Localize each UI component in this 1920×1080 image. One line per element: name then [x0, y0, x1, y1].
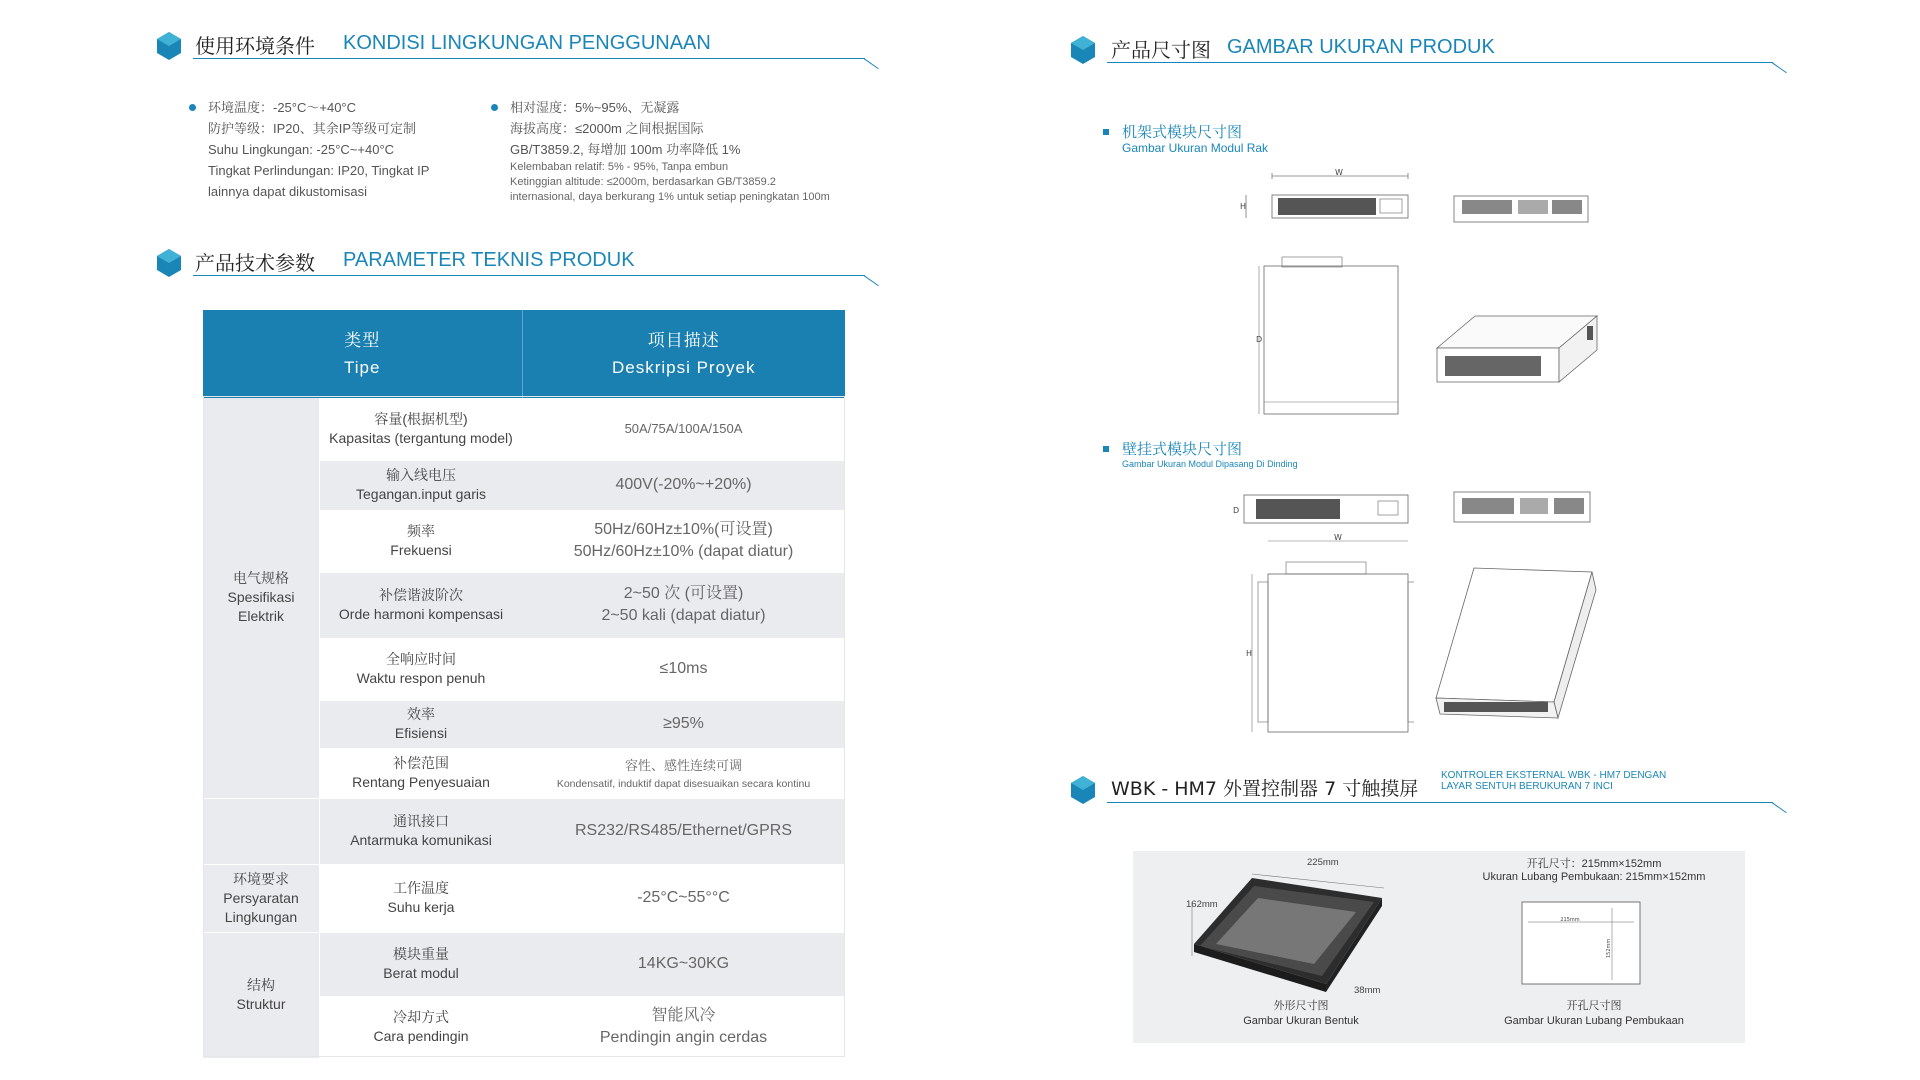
env-line: 海拔高度：≤2000m 之间根据国际 [510, 121, 704, 136]
desc-value-id: Pendingin angin cerdas [599, 1029, 768, 1046]
wall-title-cn: 壁挂式模块尺寸图 [1122, 440, 1243, 458]
env-line-small: internasional, daya berkurang 1% untuk setiap peningkatan 100m [510, 191, 830, 203]
header-desc [522, 310, 845, 398]
group-cell [203, 398, 320, 798]
desc-cell [522, 398, 845, 460]
wall-rear-drawing [1452, 490, 1594, 526]
dim-height-label: 162mm [1186, 899, 1218, 910]
item-id: Waktu respon penuh [356, 670, 486, 686]
item-id: Frekuensi [390, 542, 452, 558]
rack-3d-drawing [1431, 308, 1601, 390]
wall-main-drawing [1244, 532, 1414, 742]
item-cell [320, 932, 523, 996]
section-title-id: PARAMETER TEKNIS PRODUK [343, 249, 635, 271]
desc-cell [522, 798, 845, 864]
desc-cell [522, 864, 845, 932]
group-cell [203, 932, 320, 1058]
section-title-id-line: KONTROLER EKSTERNAL WBK - HM7 DENGAN [1441, 770, 1667, 781]
divider-tail [863, 275, 878, 286]
dim-label-d: D [1233, 506, 1240, 515]
item-cell [320, 510, 523, 572]
item-cell [320, 798, 523, 864]
group-cn: 电气规格 [233, 570, 289, 587]
env-line: Tingkat Perlindungan: IP20, Tingkat IP [208, 163, 430, 178]
hexagon-icon [1071, 776, 1095, 804]
item-id: Tegangan.input garis [356, 486, 486, 502]
item-cn: 工作温度 [393, 880, 449, 896]
cutout-w-label: 215mm [1560, 917, 1580, 923]
caption-left-id: Gambar Ukuran Bentuk [1243, 1015, 1359, 1027]
item-cn: 冷却方式 [393, 1009, 449, 1025]
section-title-cn: 使用环境条件 [195, 34, 315, 58]
hexagon-icon [157, 32, 181, 60]
section-header-params [157, 243, 885, 283]
bullet-icon [491, 104, 498, 111]
desc-cell [522, 748, 845, 798]
env-column-1 [208, 97, 468, 202]
desc-value-id: 2~50 kali (dapat diatur) [601, 607, 766, 624]
divider-tail [863, 58, 878, 69]
item-cell [320, 996, 523, 1058]
group-id: Struktur [236, 996, 286, 1012]
desc-cell [522, 700, 845, 748]
cutout-h-label: 152mm [1606, 938, 1612, 958]
rack-rear-drawing [1452, 194, 1592, 226]
item-cell [320, 460, 523, 510]
desc-value: 50Hz/60Hz±10%(可设置) [594, 521, 773, 538]
desc-cell [522, 638, 845, 700]
item-cn: 补偿范围 [393, 755, 449, 771]
item-cn: 频率 [407, 523, 435, 539]
cutout-title [1454, 855, 1734, 883]
table-row [203, 864, 845, 932]
desc-cell [522, 460, 845, 510]
dim-label-w: W [1335, 168, 1343, 177]
desc-value: 智能风冷 [651, 1007, 716, 1024]
group-id: Spesifikasi [227, 589, 295, 606]
square-bullet-icon [1103, 446, 1109, 452]
desc-value: RS232/RS485/Ethernet/GPRS [574, 822, 792, 839]
item-id: Antarmuka komunikasi [350, 832, 492, 848]
table-header [203, 310, 845, 398]
desc-value-id: Kondensatif, induktif dapat disesuaikan secara kontinu [556, 778, 811, 790]
env-line-small: Kelembaban relatif: 5% - 95%, Tanpa embun [510, 161, 729, 173]
env-line: GB/T3859.2, 每增加 100m 功率降低 1% [510, 142, 741, 157]
header-desc-cn: 项目描述 [647, 331, 720, 350]
item-cn: 通讯接口 [393, 813, 449, 829]
desc-value: 50A/75A/100A/150A [624, 420, 743, 436]
dim-width-label: 225mm [1307, 857, 1339, 868]
header-type-cn: 类型 [344, 331, 381, 350]
desc-cell [522, 932, 845, 996]
section-header-dims [1071, 30, 1791, 70]
group-cell [203, 864, 320, 932]
item-cn: 补偿谐波阶次 [379, 587, 463, 603]
item-cell [320, 398, 523, 460]
section-title-cn: 产品技术参数 [195, 251, 315, 275]
item-id: Kapasitas (tergantung model) [329, 429, 513, 446]
cutout-title-id: Ukuran Lubang Pembukaan: 215mm×152mm [1482, 871, 1706, 883]
section-header-hm7 [1071, 770, 1791, 810]
dim-label-h: H [1240, 202, 1247, 211]
section-title-cn: 产品尺寸图 [1111, 38, 1211, 62]
divider [1107, 62, 1773, 63]
env-line: Suhu Lingkungan: -25°C~+40°C [208, 142, 395, 157]
item-id: Berat modul [383, 965, 459, 981]
section-title-id-line: LAYAR SENTUH BERUKURAN 7 INCI [1441, 781, 1613, 792]
hexagon-icon [157, 249, 181, 277]
group-cn: 环境要求 [233, 870, 289, 887]
caption-right-cn: 开孔尺寸图 [1566, 1000, 1622, 1012]
header-type [203, 310, 522, 398]
caption-left [1216, 997, 1386, 1027]
item-id: Suhu kerja [387, 899, 455, 915]
table-row [203, 798, 845, 864]
section-title-id: GAMBAR UKURAN PRODUK [1227, 36, 1495, 58]
item-cn: 全响应时间 [386, 651, 456, 667]
section-title-id: KONDISI LINGKUNGAN PENGGUNAAN [343, 32, 711, 54]
rack-front-drawing [1236, 168, 1412, 228]
cutout-drawing [1520, 900, 1644, 988]
desc-cell [522, 572, 845, 638]
rack-title-cn: 机架式模块尺寸图 [1122, 123, 1243, 141]
desc-value: 2~50 次 (可设置) [623, 585, 744, 602]
item-cn: 模块重量 [393, 946, 449, 962]
rack-title-id: Gambar Ukuran Modul Rak [1122, 141, 1269, 155]
caption-right-id: Gambar Ukuran Lubang Pembukaan [1504, 1015, 1684, 1027]
env-line: 防护等级：IP20、其余IP等级可定制 [208, 121, 417, 136]
env-line: lainnya dapat dikustomisasi [208, 184, 367, 199]
header-desc-id: Deskripsi Proyek [611, 358, 756, 377]
item-id: Rentang Penyesuaian [352, 774, 490, 790]
section-title-cn: WBK - HM7 外置控制器 7 寸触摸屏 [1111, 778, 1419, 800]
divider-tail [1771, 802, 1786, 813]
table-row [203, 932, 845, 996]
divider-tail [1771, 62, 1786, 73]
item-cn: 效率 [407, 706, 435, 722]
bullet-icon [189, 104, 196, 111]
hm7-device-drawing [1186, 868, 1386, 996]
env-line: 环境温度：-25°C～+40°C [208, 100, 357, 115]
desc-value: 14KG~30KG [637, 955, 730, 972]
desc-cell [522, 510, 845, 572]
divider [193, 58, 865, 59]
wall-front-drawing [1232, 491, 1412, 531]
group-cell-empty [203, 798, 320, 864]
desc-cell [522, 996, 845, 1058]
env-column-2 [510, 97, 910, 205]
caption-left-cn: 外形尺寸图 [1273, 1000, 1329, 1012]
item-cell [320, 638, 523, 700]
group-id: Elektrik [238, 608, 284, 625]
item-cell [320, 864, 523, 932]
header-type-id: Tipe [344, 358, 381, 377]
cutout-title-cn: 开孔尺寸：215mm×152mm [1526, 858, 1662, 870]
desc-value-id: 50Hz/60Hz±10% (dapat diatur) [573, 543, 794, 560]
env-line-small: Ketinggian altitude: ≤2000m, berdasarkan GB/T3859.2 [510, 176, 776, 188]
divider [193, 275, 865, 276]
rack-top-drawing [1256, 252, 1406, 420]
dim-label-d: D [1256, 335, 1263, 344]
table-row [203, 398, 845, 460]
section-title-id [1441, 770, 1666, 792]
item-cn: 输入线电压 [386, 467, 456, 483]
square-bullet-icon [1103, 129, 1109, 135]
caption-right [1474, 997, 1714, 1027]
group-cn: 结构 [247, 977, 275, 993]
desc-value: -25°C~55°°C [637, 889, 730, 906]
dim-label-h: H [1246, 649, 1253, 658]
desc-value: ≥95% [663, 715, 704, 732]
divider [1107, 802, 1773, 803]
group-id: Persyaratan [223, 889, 299, 906]
item-cell [320, 700, 523, 748]
item-id: Orde harmoni kompensasi [338, 606, 504, 622]
item-cell [320, 572, 523, 638]
dim-depth-label: 38mm [1354, 985, 1381, 996]
desc-value: 400V(-20%~+20%) [615, 476, 752, 493]
dim-label-w: W [1334, 533, 1342, 542]
item-id: Cara pendingin [373, 1028, 469, 1044]
hexagon-icon [1071, 36, 1095, 64]
item-id: Efisiensi [394, 725, 448, 741]
env-line: 相对湿度：5%~95%、无凝露 [510, 100, 680, 115]
spec-table [203, 310, 845, 1059]
wall-3d-drawing [1432, 560, 1602, 720]
section-header-env [157, 26, 885, 66]
item-cn: 容量(根据机型) [374, 410, 468, 427]
wall-title-id: Gambar Ukuran Modul Dipasang Di Dinding [1122, 459, 1298, 469]
group-id: Lingkungan [224, 908, 298, 925]
item-cell [320, 748, 523, 798]
desc-value: ≤10ms [659, 660, 708, 677]
desc-value: 容性、感性连续可调 [624, 758, 742, 773]
